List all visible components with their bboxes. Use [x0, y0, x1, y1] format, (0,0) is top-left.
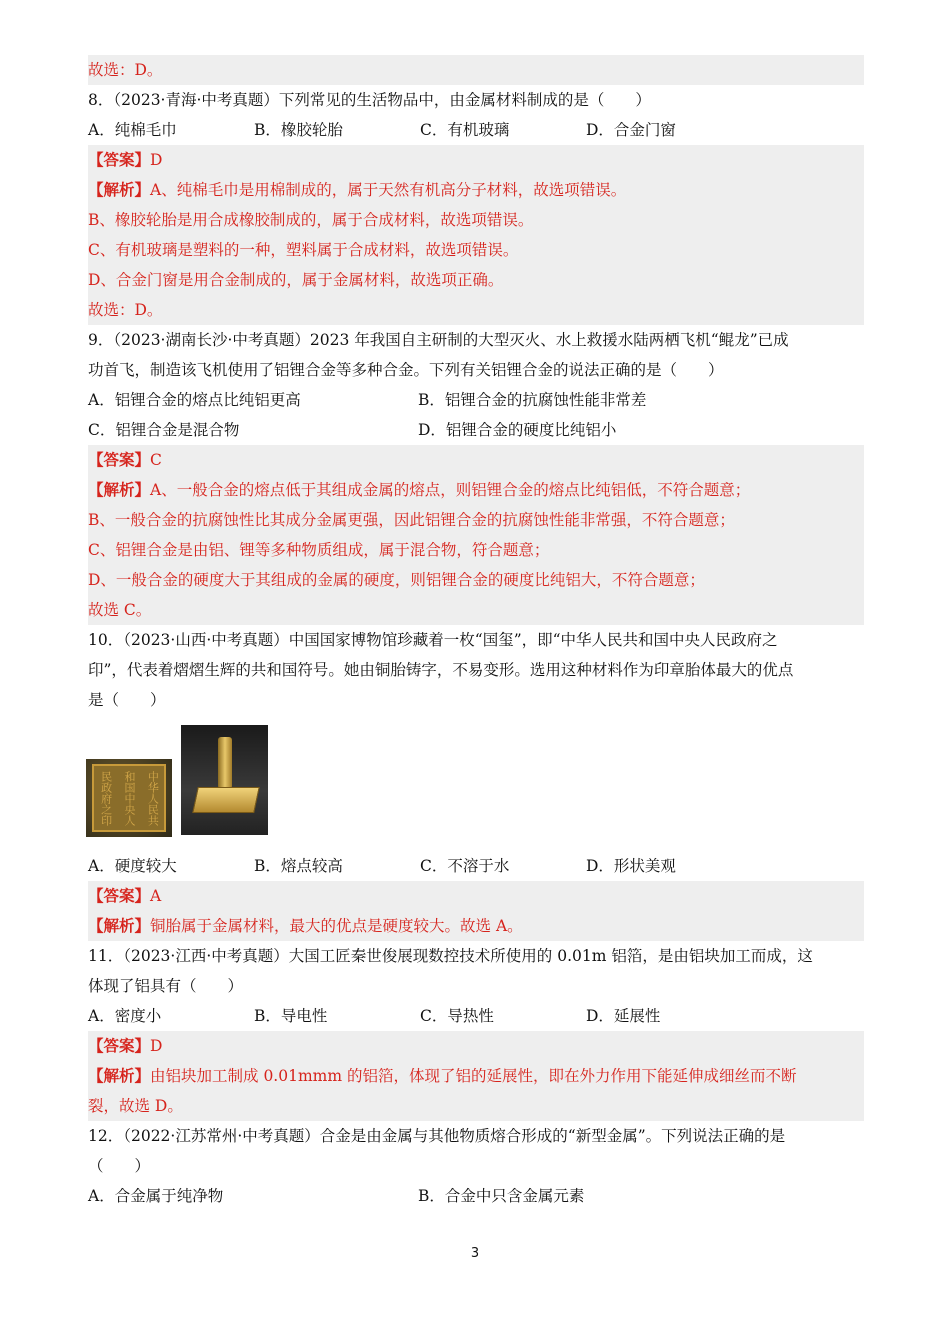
seal-face-image	[86, 759, 172, 837]
option-a: A．合金属于纯净物	[88, 1187, 224, 1205]
answer-value: C	[150, 451, 162, 469]
analysis-text: 铜胎属于金属材料，最大的优点是硬度较大。故选 A。	[150, 917, 523, 935]
analysis-line: C、铝锂合金是由铝、锂等多种物质组成，属于混合物，符合题意；	[88, 541, 550, 559]
analysis-line: B、橡胶轮胎是用合成橡胶制成的，属于合成材料，故选项错误。	[88, 211, 534, 229]
question-12-stem-line: （ ）	[88, 1157, 151, 1175]
analysis-line	[88, 475, 864, 505]
analysis-line	[88, 1061, 864, 1091]
question-11-answer-block	[88, 1031, 864, 1121]
option-c: C．导热性	[420, 1007, 494, 1025]
option-a: A．铝锂合金的熔点比纯铝更高	[88, 391, 301, 409]
analysis-line	[88, 911, 864, 941]
answer-value: D	[150, 1037, 163, 1055]
analysis-tag: 【解析】	[88, 1066, 151, 1085]
option-b: B．导电性	[254, 1007, 328, 1025]
analysis-line: B、一般合金的抗腐蚀性比其成分金属更强，因此铝锂合金的抗腐蚀性能非常强，不符合题意；	[88, 511, 735, 529]
answer-conclusion: 故选：D。	[88, 55, 864, 85]
analysis-line: D、一般合金的硬度大于其组成的金属的硬度，则铝锂合金的硬度比纯铝大，不符合题意；	[88, 571, 705, 589]
analysis-line: 故选：D。	[88, 301, 163, 319]
analysis-text: 由铝块加工制成 0.01mmm 的铝箔，体现了铝的延展性，即在外力作用下能延伸成细丝而不断	[150, 1067, 797, 1085]
question-9-options-row	[88, 385, 864, 415]
answer-line	[88, 145, 864, 175]
answer-tag: 【答案】	[88, 1036, 151, 1055]
option-a: A．硬度较大	[88, 857, 177, 875]
page-number: 3	[470, 1246, 480, 1261]
analysis-line: 故选 C。	[88, 601, 152, 619]
option-a: A．纯棉毛巾	[88, 121, 177, 139]
analysis-text: A、一般合金的熔点低于其组成金属的熔点，则铝锂合金的熔点比纯铝低，不符合题意；	[150, 481, 751, 499]
option-d: D．铝锂合金的硬度比纯铝小	[418, 421, 617, 439]
answer-tag: 【答案】	[88, 450, 151, 469]
option-b: B．铝锂合金的抗腐蚀性能非常差	[418, 391, 647, 409]
answer-value: A	[150, 887, 162, 905]
seal-base	[192, 787, 260, 813]
question-11-stem-line: 体现了铝具有（ ）	[88, 977, 244, 995]
seal-char-column: 和国中央人	[122, 770, 136, 826]
question-10-stem-line: 10．（2023·山西·中考真题）中国国家博物馆珍藏着一枚“国玺”，即“中华人民共和国中央人民政府之	[88, 631, 778, 649]
seal-handle	[218, 737, 232, 789]
question-9-stem-line: 功首飞，制造该飞机使用了铝锂合金等多种合金。下列有关铝锂合金的说法正确的是（ ）	[88, 361, 724, 379]
answer-line	[88, 1031, 864, 1061]
question-8-answer-block	[88, 145, 864, 325]
question-9-options-row	[88, 415, 864, 445]
question-10-answer-block	[88, 881, 864, 941]
analysis-line: D、合金门窗是用合金制成的，属于金属材料，故选项正确。	[88, 271, 504, 289]
answer-line	[88, 881, 864, 911]
option-b: B．橡胶轮胎	[254, 121, 343, 139]
option-b: B．熔点较高	[254, 857, 343, 875]
option-d: D．形状美观	[586, 857, 676, 875]
option-c: C．铝锂合金是混合物	[88, 421, 240, 439]
option-c: C．不溶于水	[420, 857, 510, 875]
analysis-text: A、纯棉毛巾是用棉制成的，属于天然有机高分子材料，故选项错误。	[150, 181, 627, 199]
question-10-stem-line: 是（ ）	[88, 691, 166, 709]
question-11-options	[88, 1001, 864, 1031]
question-9-answer-block	[88, 445, 864, 625]
answer-line	[88, 445, 864, 475]
answer-value: D	[150, 151, 163, 169]
option-a: A．密度小	[88, 1007, 162, 1025]
seal-char-column: 民政府之印	[99, 770, 113, 826]
question-10-options	[88, 851, 864, 881]
analysis-tag: 【解析】	[88, 180, 151, 199]
option-c: C．有机玻璃	[420, 121, 510, 139]
answer-tag: 【答案】	[88, 886, 151, 905]
analysis-tag: 【解析】	[88, 480, 151, 499]
seal-side-image	[181, 725, 268, 835]
analysis-line	[88, 175, 864, 205]
question-11-stem-line: 11．（2023·江西·中考真题）大国工匠秦世俊展现数控技术所使用的 0.01m 铝箔，是由铝块加工而成，这	[88, 947, 813, 965]
question-8-options	[88, 115, 864, 145]
document-page	[88, 55, 864, 1211]
seal-images	[88, 725, 864, 843]
seal-char-column: 中华人民共	[146, 770, 160, 826]
seal-inscription	[92, 764, 166, 832]
question-12-stem-line: 12．（2022·江苏常州·中考真题）合金是由金属与其他物质熔合形成的“新型金属”。下列说法正确的是	[88, 1127, 786, 1145]
option-d: D．延展性	[586, 1007, 661, 1025]
question-9-stem-line: 9．（2023·湖南长沙·中考真题）2023 年我国自主研制的大型灭火、水上救援水陆两栖飞机“鲲龙”已成	[88, 331, 789, 349]
analysis-line: 裂，故选 D。	[88, 1097, 183, 1115]
question-10-stem-line: 印”，代表着熠熠生辉的共和国符号。她由铜胎铸字，不易变形。选用这种材料作为印章胎体最大的优点	[88, 661, 794, 679]
question-12-options-row	[88, 1181, 864, 1211]
analysis-line: C、有机玻璃是塑料的一种，塑料属于合成材料，故选项错误。	[88, 241, 519, 259]
option-b: B．合金中只含金属元素	[418, 1187, 585, 1205]
question-8-stem: 8．（2023·青海·中考真题）下列常见的生活物品中，由金属材料制成的是（ ）	[88, 91, 651, 109]
analysis-tag: 【解析】	[88, 916, 151, 935]
option-d: D．合金门窗	[586, 121, 676, 139]
answer-tag: 【答案】	[88, 150, 151, 169]
